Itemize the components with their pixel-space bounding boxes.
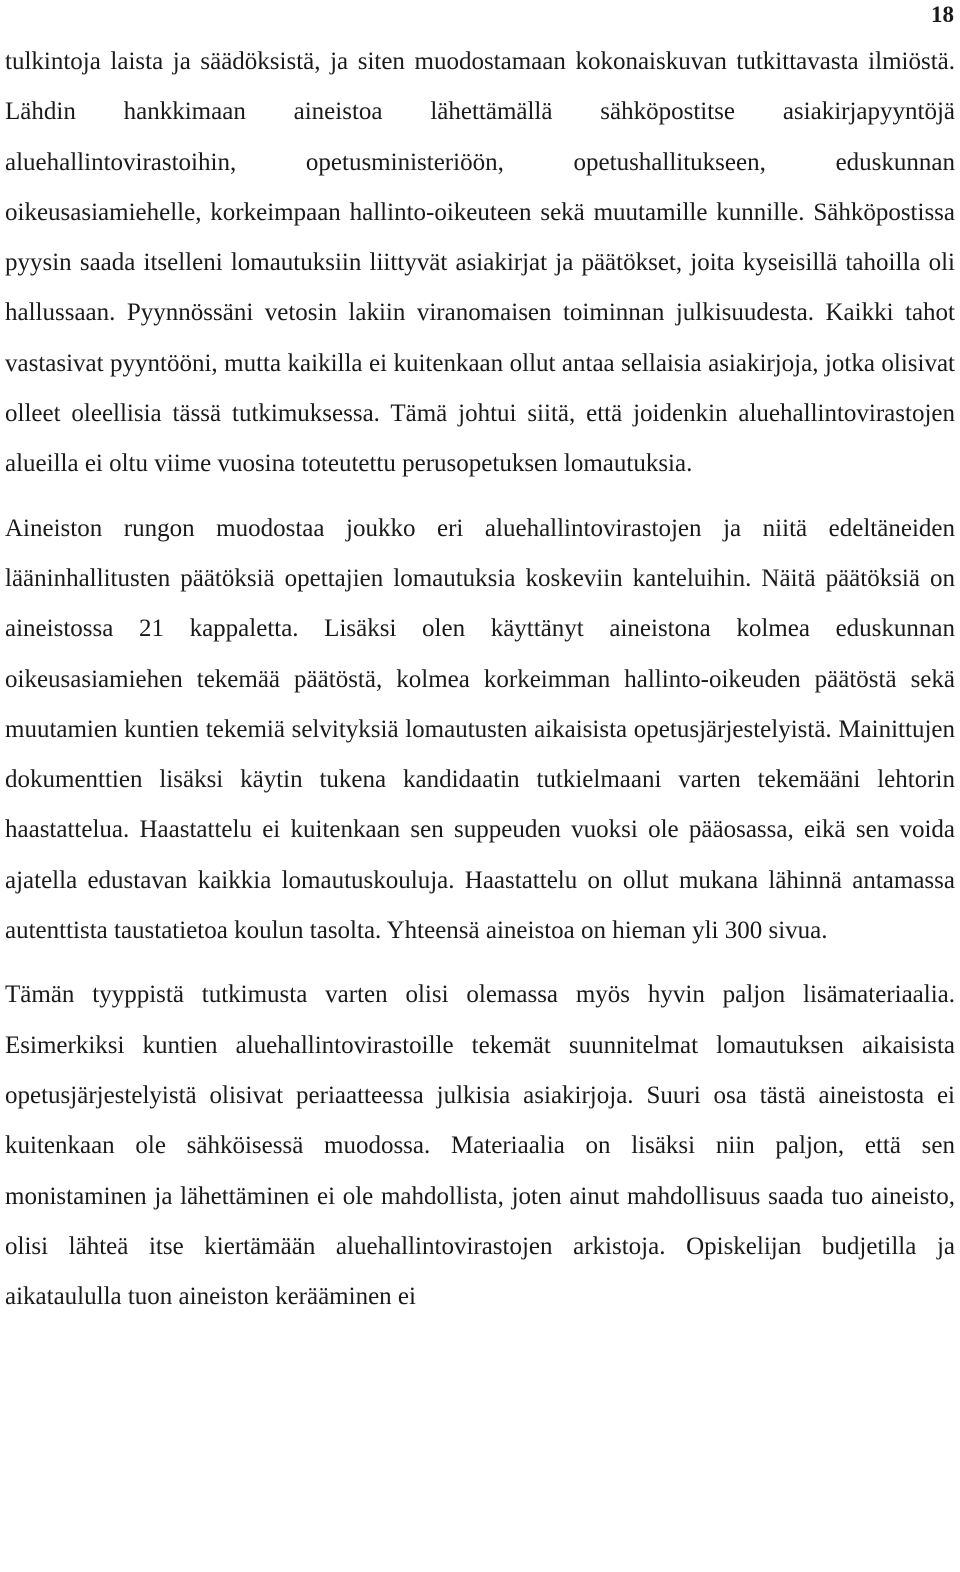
paragraph: tulkintoja laista ja säädöksistä, ja siten muodostamaan kokonaiskuvan tutkittavasta ilmiöstä. Lähdin hankkimaan aineistoa lähettämällä sähköpostitse asiakirjapyyntöjä aluehallintovirastoihin, opetusministeriöön, opetushallitukseen, eduskunnan oikeusasiamiehelle, korkeimpaan hallinto-oikeuteen sekä muutamille kunnille. Sähköpostissa pyysin saada itselleni lomautuksiin liittyvät asiakirjat ja päätökset, joita kyseisillä tahoilla oli hallussaan. Pyynnössäni vetosin lakiin viranomaisen toiminnan julkisuudesta. Kaikki tahot vastasivat pyyntööni, mutta kaikilla ei kuitenkaan ollut antaa sellaisia asiakirjoja, jotka olisivat olleet oleellisia tässä tutkimuksessa. Tämä johtui siitä, että joidenkin aluehallintovirastojen alueilla ei oltu viime vuosina toteutettu perusopetuksen lomautuksia. <box>5 48 955 478</box>
body-text <box>5 37 955 1322</box>
page-number: 18 <box>931 2 954 27</box>
paragraph: Aineiston rungon muodostaa joukko eri aluehallintovirastojen ja niitä edeltäneiden lääninhallitusten päätöksiä opettajien lomautuksia koskeviin kanteluihin. Näitä päätöksiä on aineistossa 21 kappaletta. Lisäksi olen käyttänyt aineistona kolmea eduskunnan oikeusasiamiehen tekemää päätöstä, kolmea korkeimman hallinto-oikeuden päätöstä sekä muutamien kuntien tekemiä selvityksiä lomautusten aikaisista opetusjärjestelyistä. Mainittujen dokumenttien lisäksi käytin tukena kandidaatin tutkielmaani varten tekemääni lehtorin haastattelua. Haastattelu ei kuitenkaan sen suppeuden vuoksi ole pääosassa, eikä sen voida ajatella edustavan kaikkia lomautuskouluja. Haastattelu on ollut mukana lähinnä antamassa autenttista taustatietoa koulun tasolta. Yhteensä aineistoa on hieman yli 300 sivua. <box>5 514 955 945</box>
paragraph: Tämän tyyppistä tutkimusta varten olisi olemassa myös hyvin paljon lisämateriaalia. Esimerkiksi kuntien aluehallintovirastoille tekemät suunnitelmat lomautuksen aikaisista opetusjärjestelyistä olisivat periaatteessa julkisia asiakirjoja. Suuri osa tästä aineistosta ei kuitenkaan ole sähköisessä muodossa. Materiaalia on lisäksi niin paljon, että sen monistaminen ja lähettäminen ei ole mahdollista, joten ainut mahdollisuus saada tuo aineisto, olisi lähteä itse kiertämään aluehallintovirastojen arkistoja. Opiskelijan budjetilla ja aikataululla tuon aineiston kerääminen ei <box>5 981 955 1311</box>
